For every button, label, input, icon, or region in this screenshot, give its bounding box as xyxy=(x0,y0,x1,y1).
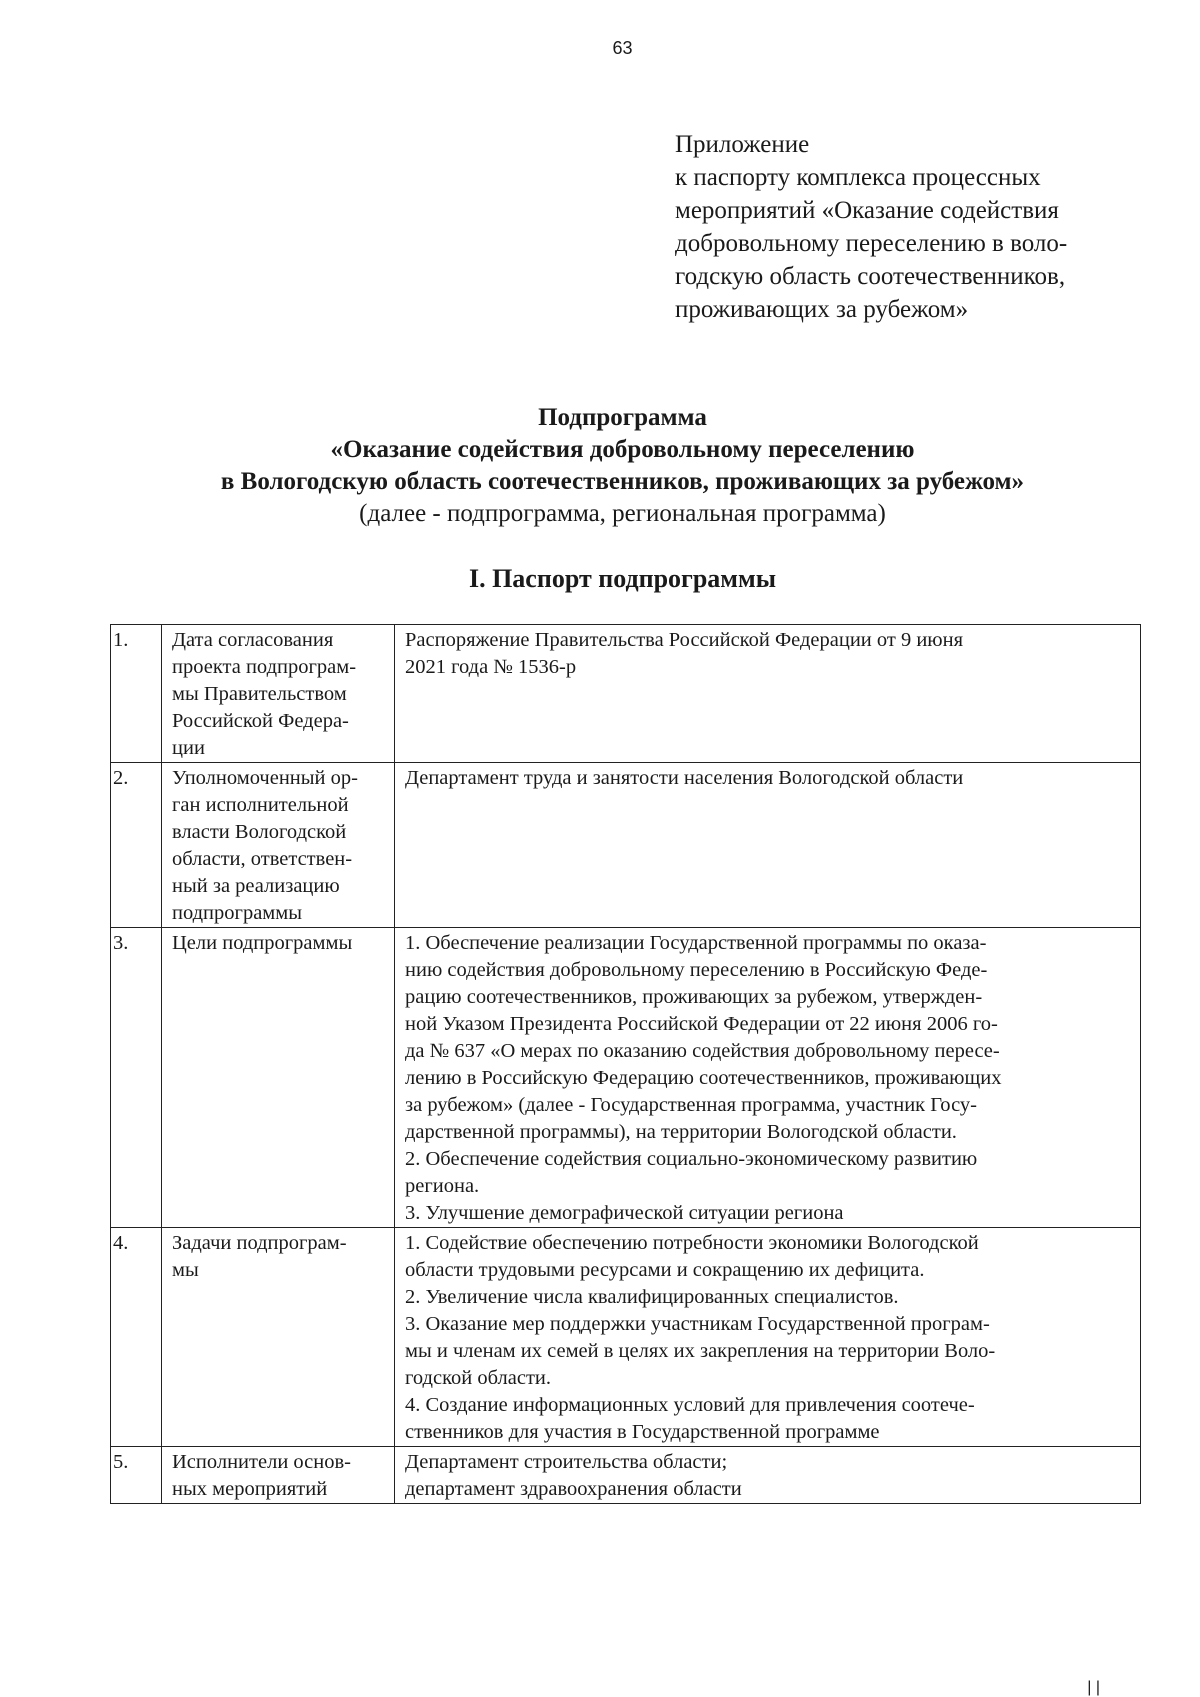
table-row xyxy=(111,928,1141,1228)
label-line: Уполномоченный ор- xyxy=(172,767,358,789)
row-number: 4. xyxy=(111,1228,162,1447)
content-line: мы и членам их семей в целях их закрепления на территории Воло- xyxy=(405,1340,996,1362)
label-line: мы Правительством xyxy=(172,683,347,705)
content-line: 1. Содействие обеспечению потребности экономики Вологодской xyxy=(405,1232,979,1254)
row-label xyxy=(162,625,395,763)
content-line: 3. Оказание мер поддержки участникам Государственной програм- xyxy=(405,1313,990,1335)
appendix-line: добровольному переселению в воло- xyxy=(675,230,1068,257)
corner-mark: | | xyxy=(1087,1679,1100,1696)
row-content xyxy=(395,763,1141,928)
table-row xyxy=(111,1447,1141,1504)
appendix-line: годскую область соотечественников, xyxy=(675,263,1066,290)
appendix-note xyxy=(675,128,1145,326)
row-content xyxy=(395,1447,1141,1504)
content-line: 3. Улучшение демографической ситуации региона xyxy=(405,1202,844,1224)
row-content xyxy=(395,928,1141,1228)
page-number: 63 xyxy=(612,38,633,58)
content-line: за рубежом» (далее - Государственная программа, участник Госу- xyxy=(405,1094,977,1116)
content-line: 2. Обеспечение содействия социально-экономическому развитию xyxy=(405,1148,978,1170)
content-line: области трудовыми ресурсами и сокращению их дефицита. xyxy=(405,1259,925,1281)
row-label xyxy=(162,763,395,928)
content-line: Департамент строительства области; xyxy=(405,1451,728,1473)
content-line: 1. Обеспечение реализации Государственной программы по оказа- xyxy=(405,932,987,954)
label-line: подпрограммы xyxy=(172,902,303,924)
content-line: дарственной программы), на территории Вологодской области. xyxy=(405,1121,957,1143)
title-subtitle: (далее - подпрограмма, региональная программа) xyxy=(359,500,886,527)
label-line: ный за реализацию xyxy=(172,875,340,897)
appendix-line: проживающих за рубежом» xyxy=(675,296,969,323)
row-number: 2. xyxy=(111,763,162,928)
content-line: департамент здравоохранения области xyxy=(405,1478,742,1500)
label-line: Дата согласования xyxy=(172,629,334,651)
content-line: лению в Российскую Федерацию соотечественников, проживающих xyxy=(405,1067,1002,1089)
content-line: Распоряжение Правительства Российской Федерации от 9 июня xyxy=(405,629,964,651)
document-title xyxy=(80,402,1165,530)
content-line: 2. Увеличение числа квалифицированных специалистов. xyxy=(405,1286,899,1308)
label-line: ции xyxy=(172,737,205,759)
content-line: нию содействия добровольному переселению в Российскую Феде- xyxy=(405,959,988,981)
content-line: рацию соотечественников, проживающих за рубежом, утвержден- xyxy=(405,986,983,1008)
row-label xyxy=(162,1228,395,1447)
title-line: «Оказание содействия добровольному переселению xyxy=(330,436,915,463)
content-line: да № 637 «О мерах по оказанию содействия добровольному пересе- xyxy=(405,1040,1000,1062)
row-number: 1. xyxy=(111,625,162,763)
title-line: Подпрограмма xyxy=(538,404,707,431)
row-number: 5. xyxy=(111,1447,162,1504)
label-line: Цели подпрограммы xyxy=(172,932,353,954)
row-number: 3. xyxy=(111,928,162,1228)
label-line: Задачи подпрограм- xyxy=(172,1232,347,1254)
label-line: мы xyxy=(172,1259,199,1281)
table-row xyxy=(111,625,1141,763)
row-content xyxy=(395,1228,1141,1447)
label-line: проекта подпрограм- xyxy=(172,656,357,678)
content-line: годской области. xyxy=(405,1367,552,1389)
label-line: Российской Федера- xyxy=(172,710,349,732)
section-title: I. Паспорт подпрограммы xyxy=(468,564,777,593)
label-line: Исполнители основ- xyxy=(172,1451,351,1473)
content-line: ственников для участия в Государственной программе xyxy=(405,1421,880,1443)
row-label xyxy=(162,928,395,1228)
appendix-line: мероприятий «Оказание содействия xyxy=(675,197,1059,224)
label-line: ган исполнительной xyxy=(172,794,349,816)
title-line: в Вологодскую область соотечественников, проживающих за рубежом» xyxy=(220,468,1025,495)
label-line: власти Вологодской xyxy=(172,821,347,843)
content-line: региона. xyxy=(405,1175,480,1197)
content-line: 4. Создание информационных условий для привлечения соотече- xyxy=(405,1394,975,1416)
content-line: ной Указом Президента Российской Федерации от 22 июня 2006 го- xyxy=(405,1013,998,1035)
row-content xyxy=(395,625,1141,763)
appendix-line: Приложение xyxy=(675,131,810,158)
label-line: ных мероприятий xyxy=(172,1478,328,1500)
content-line: Департамент труда и занятости населения Вологодской области xyxy=(405,767,964,789)
table-row xyxy=(111,763,1141,928)
passport-table xyxy=(110,624,1141,1504)
content-line: 2021 года № 1536-р xyxy=(405,656,577,678)
label-line: области, ответствен- xyxy=(172,848,353,870)
table-row xyxy=(111,1228,1141,1447)
appendix-line: к паспорту комплекса процессных xyxy=(675,164,1041,191)
row-label xyxy=(162,1447,395,1504)
